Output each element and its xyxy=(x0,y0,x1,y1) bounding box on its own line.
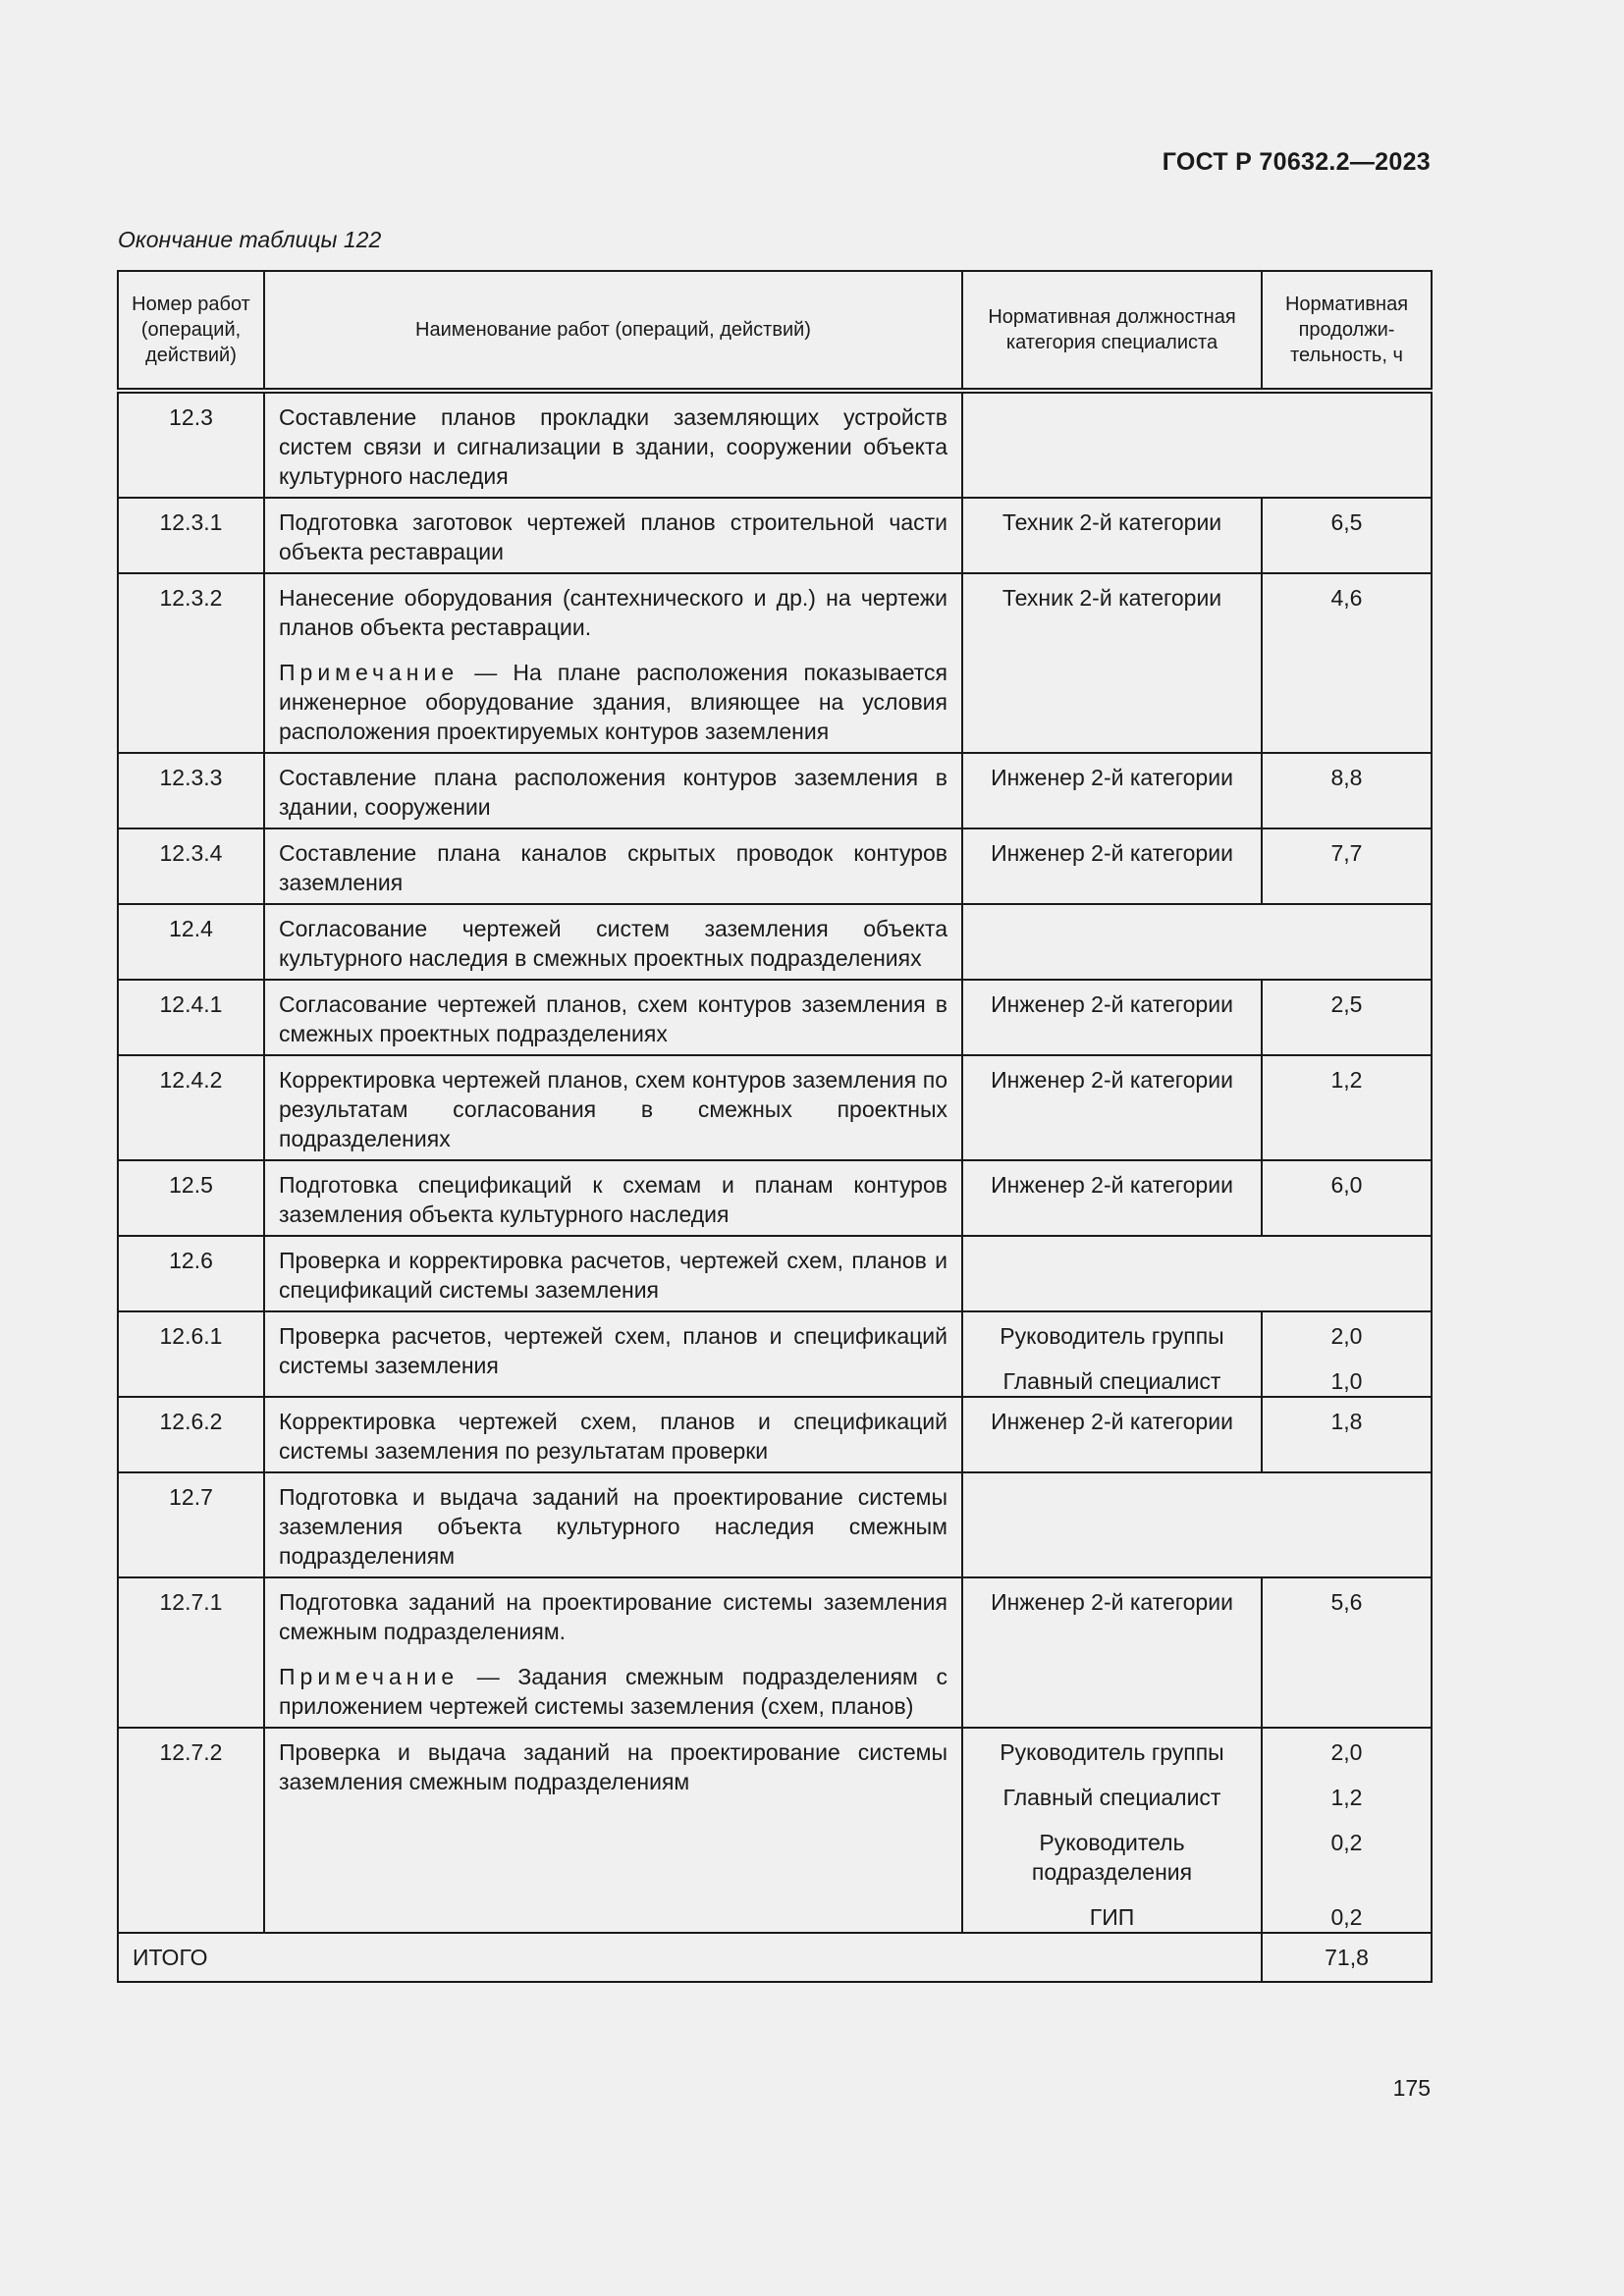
table-row xyxy=(118,753,1432,828)
table-row xyxy=(118,1160,1432,1236)
row-name-cell xyxy=(264,391,962,498)
row-name: Составление плана каналов скрытых проводок контуров заземления xyxy=(279,840,947,895)
table-caption: Окончание таблицы 122 xyxy=(118,227,382,252)
row-name: Согласование чертежей систем заземления объекта культурного наследия в смежных проектных подразделениях xyxy=(279,916,947,971)
row-name-cell xyxy=(264,1055,962,1160)
row-number: 12.4.2 xyxy=(118,1055,264,1160)
row-name: Проверка и корректировка расчетов, чертежей схем, планов и спецификаций системы заземления xyxy=(279,1248,947,1303)
row-duration-cell xyxy=(1262,1397,1432,1472)
specialist-category: Главный специалист xyxy=(1002,1785,1221,1810)
specialist-category: Руководитель подразделения xyxy=(1031,1830,1193,1885)
row-category-cell xyxy=(962,498,1262,573)
row-number: 12.5 xyxy=(118,1160,264,1236)
row-category-cell xyxy=(962,753,1262,828)
row-name: Корректировка чертежей схем, планов и спецификаций системы заземления по результатам проверки xyxy=(279,1409,947,1464)
row-note xyxy=(279,1662,947,1721)
empty-merged-cell xyxy=(962,1236,1432,1311)
row-name-cell xyxy=(264,980,962,1055)
row-name-cell xyxy=(264,1472,962,1577)
duration-value: 5,6 xyxy=(1330,1589,1363,1615)
empty-merged-cell xyxy=(962,1472,1432,1577)
header-name: Наименование работ (операций, действий) xyxy=(264,271,962,391)
row-category-cell xyxy=(962,573,1262,753)
row-name-cell xyxy=(264,1160,962,1236)
specialist-category: Инженер 2-й категории xyxy=(991,1067,1233,1093)
row-name-cell xyxy=(264,1577,962,1728)
table-row xyxy=(118,1055,1432,1160)
row-number: 12.3 xyxy=(118,391,264,498)
row-name: Проверка и выдача заданий на проектирование системы заземления смежным подразделениям xyxy=(279,1739,947,1794)
specialist-category: Инженер 2-й категории xyxy=(991,1589,1233,1615)
duration-value: 1,0 xyxy=(1330,1368,1363,1394)
specialist-category: Главный специалист xyxy=(1002,1368,1221,1394)
row-name: Подготовка заданий на проектирование системы заземления смежным подразделениям. xyxy=(279,1589,947,1644)
empty-merged-cell xyxy=(962,904,1432,980)
row-duration-cell xyxy=(1262,1577,1432,1728)
specialist-category: Руководитель группы xyxy=(1000,1323,1224,1349)
page-number: 175 xyxy=(1392,2075,1431,2101)
row-duration-cell xyxy=(1262,753,1432,828)
table-row xyxy=(118,391,1432,498)
row-duration-cell xyxy=(1262,1160,1432,1236)
specialist-category: Инженер 2-й категории xyxy=(991,1172,1233,1198)
row-category-cell xyxy=(962,1397,1262,1472)
specialist-category: Техник 2-й категории xyxy=(1001,585,1222,611)
row-name-cell xyxy=(264,1236,962,1311)
duration-value: 1,2 xyxy=(1330,1785,1363,1810)
row-name: Подготовка и выдача заданий на проектирование системы заземления объекта культурного наследия смежным подразделениям xyxy=(279,1484,947,1569)
row-name-cell xyxy=(264,904,962,980)
specialist-category: ГИП xyxy=(1089,1904,1135,1930)
row-duration-cell xyxy=(1262,828,1432,904)
specialist-category: Техник 2-й категории xyxy=(1001,509,1222,535)
table-row xyxy=(118,1236,1432,1311)
table-body xyxy=(118,391,1432,1982)
row-number: 12.3.1 xyxy=(118,498,264,573)
header-category: Нормативная должностная категория специалиста xyxy=(962,271,1262,391)
note-text: — На плане расположения показывается инженерное оборудование здания, влияющее на условия расположения проектируемых контуров заземления xyxy=(279,660,947,744)
row-number: 12.6 xyxy=(118,1236,264,1311)
duration-value: 0,2 xyxy=(1330,1830,1363,1855)
specialist-category: Инженер 2-й категории xyxy=(991,840,1233,866)
row-category-cell xyxy=(962,1728,1262,1933)
table-row xyxy=(118,1311,1432,1397)
row-category-cell xyxy=(962,1577,1262,1728)
specialist-category: Инженер 2-й категории xyxy=(991,991,1233,1017)
row-category-cell xyxy=(962,828,1262,904)
row-number: 12.7.2 xyxy=(118,1728,264,1933)
duration-value: 7,7 xyxy=(1330,840,1363,866)
row-number: 12.4 xyxy=(118,904,264,980)
table-row xyxy=(118,980,1432,1055)
note-label: Примечание xyxy=(279,660,460,685)
row-name-cell xyxy=(264,753,962,828)
note-label: Примечание xyxy=(279,1664,460,1689)
duration-value: 8,8 xyxy=(1330,765,1363,790)
row-name-cell xyxy=(264,1728,962,1933)
row-name: Проверка расчетов, чертежей схем, планов и спецификаций системы заземления xyxy=(279,1323,947,1378)
row-number: 12.4.1 xyxy=(118,980,264,1055)
row-name: Составление плана расположения контуров заземления в здании, сооружении xyxy=(279,765,947,820)
row-duration-cell xyxy=(1262,573,1432,753)
duration-value: 2,0 xyxy=(1330,1323,1363,1349)
table-row xyxy=(118,904,1432,980)
row-duration-cell xyxy=(1262,1311,1432,1397)
note-text: — Задания смежным подразделениям с приложением чертежей системы заземления (схем, планов) xyxy=(279,1664,947,1719)
row-name: Согласование чертежей планов, схем контуров заземления в смежных проектных подразделениях xyxy=(279,991,947,1046)
row-note xyxy=(279,658,947,746)
row-number: 12.7.1 xyxy=(118,1577,264,1728)
row-name: Составление планов прокладки заземляющих устройств систем связи и сигнализации в здании, сооружении объекта культурного наследия xyxy=(279,404,947,489)
row-name: Корректировка чертежей планов, схем контуров заземления по результатам согласования в смежных проектных подразделениях xyxy=(279,1067,947,1151)
duration-value: 2,0 xyxy=(1330,1739,1363,1765)
row-number: 12.3.2 xyxy=(118,573,264,753)
table-row xyxy=(118,828,1432,904)
row-category-cell xyxy=(962,1160,1262,1236)
row-name-cell xyxy=(264,1311,962,1397)
row-name-cell xyxy=(264,1397,962,1472)
duration-value: 6,5 xyxy=(1330,509,1363,535)
total-value: 71,8 xyxy=(1262,1933,1432,1982)
duration-value: 1,8 xyxy=(1330,1409,1363,1434)
duration-value: 6,0 xyxy=(1330,1172,1363,1198)
row-duration-cell xyxy=(1262,980,1432,1055)
row-number: 12.6.2 xyxy=(118,1397,264,1472)
row-name: Подготовка спецификаций к схемам и планам контуров заземления объекта культурного наследия xyxy=(279,1172,947,1227)
table-row xyxy=(118,1472,1432,1577)
specialist-category: Руководитель группы xyxy=(1000,1739,1224,1765)
table-row xyxy=(118,1728,1432,1933)
row-name-cell xyxy=(264,573,962,753)
table-row xyxy=(118,1577,1432,1728)
table-row xyxy=(118,573,1432,753)
table-row xyxy=(118,498,1432,573)
row-number: 12.3.3 xyxy=(118,753,264,828)
row-category-cell xyxy=(962,980,1262,1055)
row-name: Подготовка заготовок чертежей планов строительной части объекта реставрации xyxy=(279,509,947,564)
row-duration-cell xyxy=(1262,498,1432,573)
duration-value: 0,2 xyxy=(1330,1904,1363,1930)
row-name-cell xyxy=(264,498,962,573)
table-header-row xyxy=(118,271,1432,391)
row-number: 12.6.1 xyxy=(118,1311,264,1397)
row-number: 12.7 xyxy=(118,1472,264,1577)
norms-table xyxy=(117,270,1433,1983)
row-category-cell xyxy=(962,1311,1262,1397)
duration-value: 2,5 xyxy=(1330,991,1363,1017)
total-row xyxy=(118,1933,1432,1982)
row-name: Нанесение оборудования (сантехнического и др.) на чертежи планов объекта реставрации. xyxy=(279,585,947,640)
total-label: ИТОГО xyxy=(118,1933,1262,1982)
row-duration-cell xyxy=(1262,1728,1432,1933)
empty-merged-cell xyxy=(962,391,1432,498)
row-name-cell xyxy=(264,828,962,904)
duration-value: 4,6 xyxy=(1330,585,1363,611)
specialist-category: Инженер 2-й категории xyxy=(991,765,1233,790)
row-duration-cell xyxy=(1262,1055,1432,1160)
document-code: ГОСТ Р 70632.2—2023 xyxy=(1162,148,1431,176)
row-number: 12.3.4 xyxy=(118,828,264,904)
table-row xyxy=(118,1397,1432,1472)
specialist-category: Инженер 2-й категории xyxy=(991,1409,1233,1434)
header-num: Номер работ (операций, действий) xyxy=(118,271,264,391)
row-category-cell xyxy=(962,1055,1262,1160)
header-duration: Нормативная продолжи-тельность, ч xyxy=(1262,271,1432,391)
duration-value: 1,2 xyxy=(1330,1067,1363,1093)
